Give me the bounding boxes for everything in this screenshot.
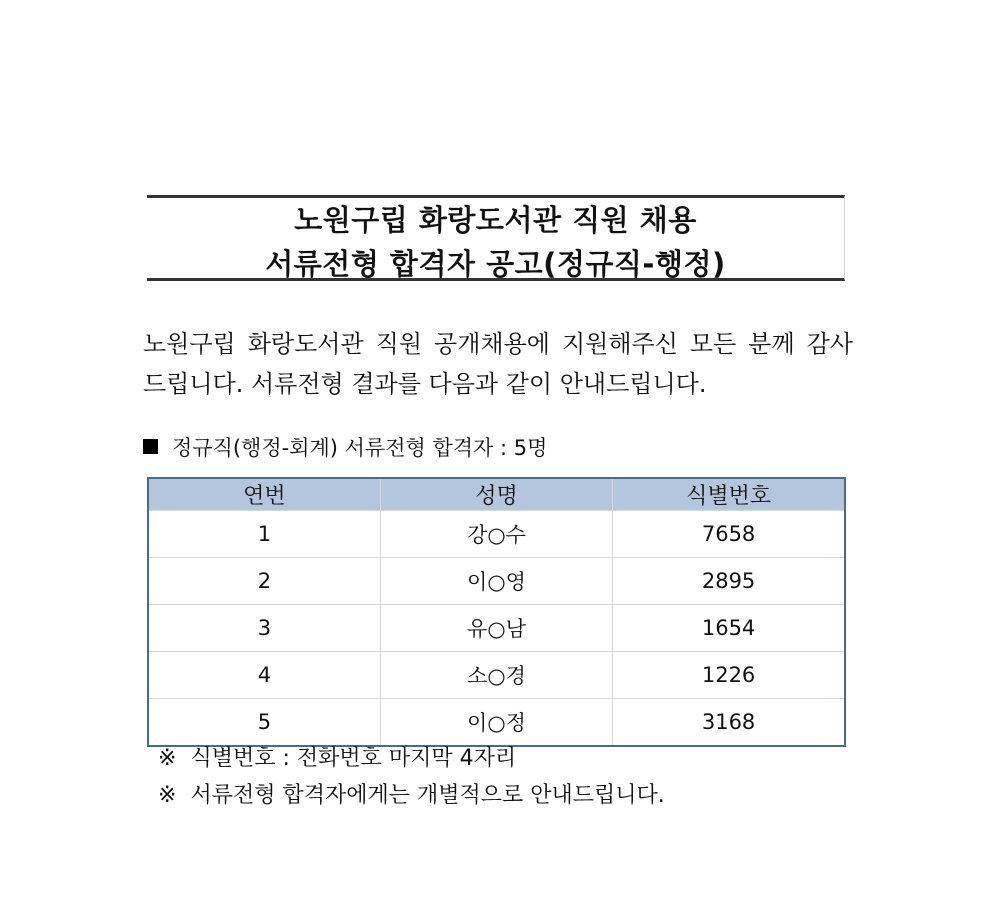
note-mark: ※ [158, 746, 177, 771]
table-row [148, 699, 845, 747]
cell-id: 1654 [613, 605, 845, 652]
title-line-2: 서류전형 합격자 공고(정규직-행정) [265, 247, 726, 281]
header-name: 성명 [380, 478, 612, 511]
cell-number: 5 [148, 699, 380, 747]
cell-id: 7658 [613, 511, 845, 558]
header-id: 식별번호 [613, 478, 845, 511]
applicant-table [147, 477, 846, 747]
cell-number: 3 [148, 605, 380, 652]
cell-id: 3168 [613, 699, 845, 747]
cell-name: 이○영 [380, 558, 612, 605]
note-item [158, 741, 516, 772]
note-item [158, 778, 665, 809]
table-row [148, 511, 845, 558]
square-bullet-icon [143, 439, 158, 454]
table-row [148, 558, 845, 605]
cell-name: 유○남 [380, 605, 612, 652]
note-mark: ※ [158, 783, 177, 808]
cell-number: 2 [148, 558, 380, 605]
title-line-1: 노원구립 화랑도서관 직원 채용 [294, 203, 697, 237]
cell-name: 소○경 [380, 652, 612, 699]
table-header-row [148, 478, 845, 511]
intro-line-2: 드립니다. 서류전형 결과를 다음과 같이 안내드립니다. [143, 370, 707, 398]
cell-number: 1 [148, 511, 380, 558]
cell-id: 2895 [613, 558, 845, 605]
table-row [148, 605, 845, 652]
cell-name: 이○정 [380, 699, 612, 747]
table-row [148, 652, 845, 699]
intro-line-1: 노원구립 화랑도서관 직원 공개채용에 지원해주신 모든 분께 감사 [143, 330, 853, 358]
cell-name: 강○수 [380, 511, 612, 558]
section-heading [143, 432, 547, 462]
header-number: 연번 [148, 478, 380, 511]
note-text: 서류전형 합격자에게는 개별적으로 안내드립니다. [190, 783, 665, 808]
cell-number: 4 [148, 652, 380, 699]
note-text: 식별번호 : 전화번호 마지막 4자리 [190, 746, 517, 771]
section-heading-text: 정규직(행정-회계) 서류전형 합격자 : 5명 [172, 436, 548, 460]
cell-id: 1226 [613, 652, 845, 699]
title-box [147, 195, 845, 281]
